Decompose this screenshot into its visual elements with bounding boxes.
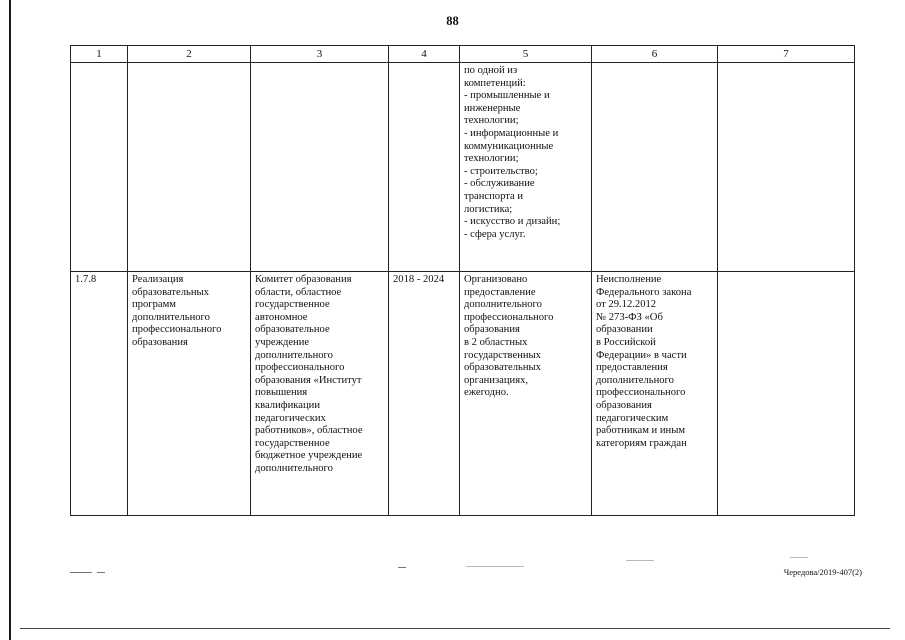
cell-text-line: государственное (255, 437, 330, 449)
table-row (71, 272, 855, 516)
header-col-1: 1 (71, 46, 128, 63)
header-col-2: 2 (128, 46, 251, 63)
cell-text-line: в 2 областных (464, 336, 528, 348)
row-number: 1.7.8 (71, 272, 128, 516)
scan-artifact (626, 560, 654, 561)
cell-text-line: предоставления (596, 362, 668, 374)
header-col-6: 6 (592, 46, 718, 63)
cell-text-line: профессионального (255, 362, 345, 374)
row-consequences (592, 272, 718, 516)
cell-text-line: по одной из (464, 65, 518, 76)
cell-text-line: профессионального (596, 387, 686, 399)
scan-artifact (790, 557, 808, 558)
cell-text-line: организациях, (464, 374, 529, 386)
cont-col-1 (71, 63, 128, 272)
header-col-5: 5 (460, 46, 592, 63)
cell-text-line: технологии; (464, 115, 519, 127)
program-table (70, 45, 855, 516)
row-activity-name (128, 272, 251, 516)
cell-text-line: образовательное (255, 324, 330, 336)
cell-text-line: № 273-ФЗ «Об (596, 311, 663, 323)
cell-text-line: педагогическим (596, 412, 669, 424)
document-code: Чередова/2019-407(2) (783, 567, 862, 577)
cell-text-line: работников», областное (255, 425, 363, 437)
cont-col-7 (718, 63, 855, 272)
cell-text-line: - искусство и дизайн; (464, 216, 561, 228)
cont-col-6 (592, 63, 718, 272)
row-col-7 (718, 272, 855, 516)
cell-text-line: Федерального закона (596, 286, 692, 298)
cell-text-line: образования (596, 399, 652, 411)
cell-text-line: учреждение (255, 336, 310, 348)
scan-artifact (97, 572, 105, 573)
cell-text-line: дополнительного (596, 374, 674, 386)
row-period: 2018 - 2024 (389, 272, 460, 516)
cell-text-line: автономное (255, 311, 308, 323)
cell-text-line: работникам и иным (596, 425, 686, 437)
bottom-rule-line (20, 628, 890, 629)
header-col-4: 4 (389, 46, 460, 63)
cell-text-line: - промышленные и (464, 90, 550, 102)
continuation-row (71, 63, 855, 272)
cell-text-line: профессионального (464, 311, 554, 323)
cell-text-line: - сфера услуг. (464, 228, 526, 240)
cell-text-line: Реализация (132, 274, 184, 285)
cell-text-line: образования «Институт (255, 374, 362, 386)
scan-artifact (398, 567, 406, 568)
cell-text-line: образовательных (464, 362, 541, 374)
cell-text-line: Организовано (464, 274, 528, 285)
cell-text-line: программ (132, 299, 177, 311)
header-col-7: 7 (718, 46, 855, 63)
cell-text-line: инженерные (464, 102, 521, 114)
cell-text-line: дополнительного (132, 311, 210, 323)
cell-text-line: квалификации (255, 399, 320, 411)
cell-text-line: педагогических (255, 412, 326, 424)
cell-text-line: образовательных (132, 286, 209, 298)
cell-text-line: технологии; (464, 153, 519, 165)
cell-text-line: дополнительного (255, 349, 333, 361)
cell-text-line: образования (132, 336, 188, 348)
cell-text-line: предоставление (464, 286, 536, 298)
cell-text-line: образования (464, 324, 520, 336)
cont-col-3 (251, 63, 389, 272)
cont-col-4 (389, 63, 460, 272)
cell-text-line: - строительство; (464, 165, 538, 177)
cell-text-line: повышения (255, 387, 308, 399)
cell-text-line: дополнительного (255, 462, 333, 474)
cell-text-line: Неисполнение (596, 274, 662, 285)
cell-text-line: профессионального (132, 324, 222, 336)
page-number: 88 (446, 14, 459, 28)
cell-text-line: транспорта и (464, 190, 524, 202)
cell-text-line: бюджетное учреждение (255, 450, 363, 462)
cell-text-line: - обслуживание (464, 178, 535, 190)
cont-competencies-cell (460, 63, 592, 272)
scan-artifact (466, 566, 524, 567)
cell-text-line: Федерации» в части (596, 349, 687, 361)
cell-text-line: компетенций: (464, 77, 526, 89)
cell-text-line: категориям граждан (596, 437, 687, 449)
cell-text-line: Комитет образования (255, 274, 352, 285)
row-result (460, 272, 592, 516)
cell-text-line: - информационные и (464, 127, 559, 139)
cell-text-line: коммуникационные (464, 140, 554, 152)
cell-text-line: от 29.12.2012 (596, 299, 657, 311)
cell-text-line: государственное (255, 299, 330, 311)
cell-text-line: образовании (596, 324, 653, 336)
cont-col-2 (128, 63, 251, 272)
cell-text-line: логистика; (464, 203, 513, 215)
cell-text-line: дополнительного (464, 299, 542, 311)
cell-text-line: государственных (464, 349, 541, 361)
header-col-3: 3 (251, 46, 389, 63)
scan-artifact (70, 572, 92, 573)
cell-text-line: в Российской (596, 336, 656, 348)
page-left-edge-line (9, 0, 11, 640)
row-executor (251, 272, 389, 516)
cell-text-line: ежегодно. (464, 387, 509, 399)
cell-text-line: области, областное (255, 286, 342, 298)
header-row (71, 46, 855, 63)
